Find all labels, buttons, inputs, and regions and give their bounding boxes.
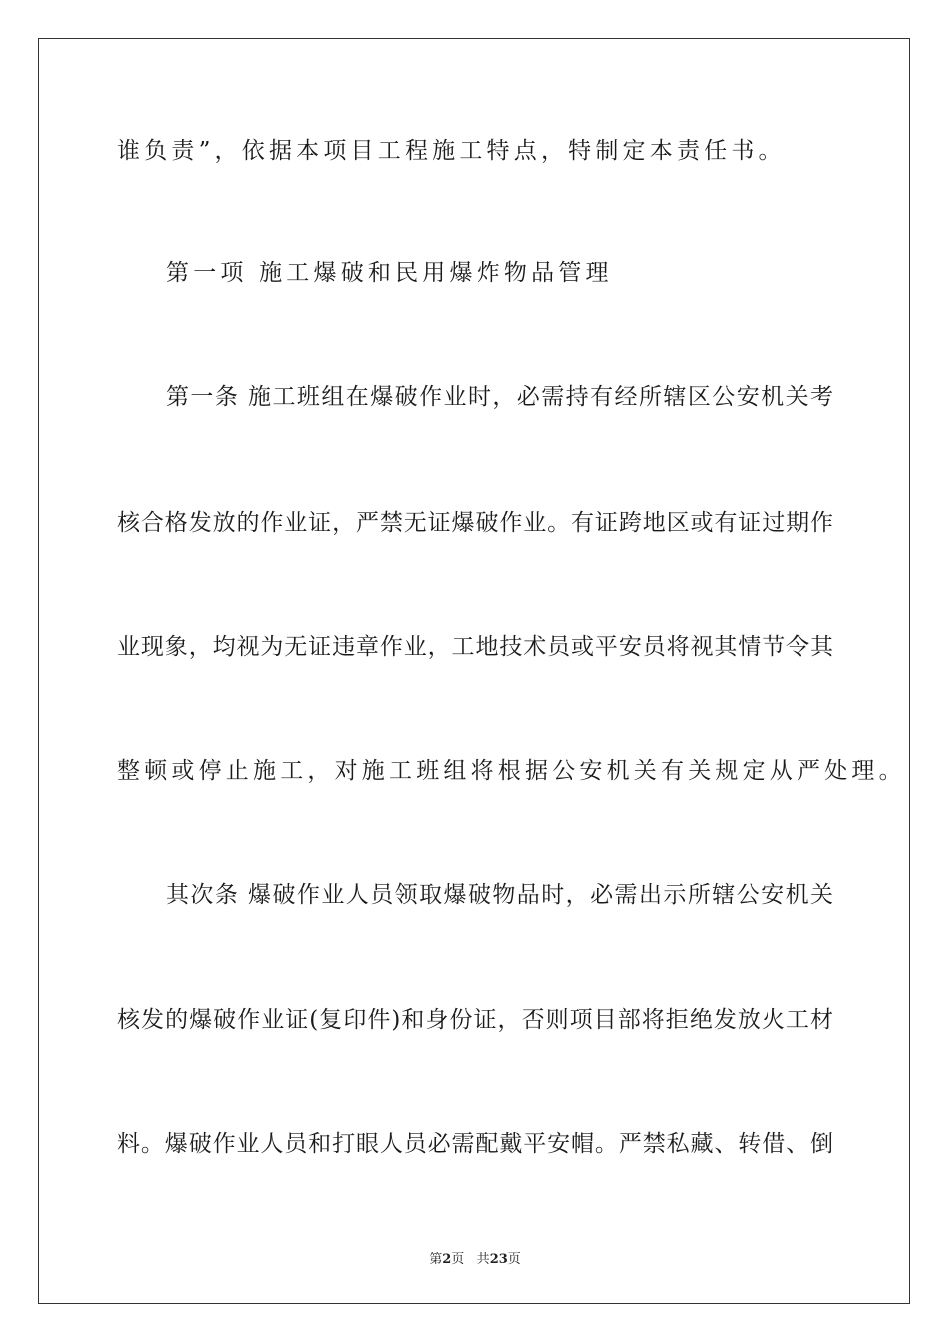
- footer-total-suffix: 页: [507, 1252, 521, 1267]
- article-1-line-1: 第一条 施工班组在爆破作业时，必需持有经所辖区公安机关考: [166, 384, 833, 410]
- page-footer: [0, 1248, 950, 1267]
- footer-page-prefix: 第: [429, 1252, 443, 1267]
- article-1-line-3: 业现象，均视为无证违章作业，工地技术员或平安员将视其情节令其: [117, 634, 833, 660]
- footer-page-suffix: 页: [451, 1252, 465, 1267]
- article-1-line-2: 核合格发放的作业证，严禁无证爆破作业。有证跨地区或有证过期作: [117, 510, 833, 536]
- footer-total-pages: 23: [489, 1252, 508, 1267]
- footer-page-number: 2: [442, 1252, 452, 1267]
- article-1-line-4: 整顿或停止施工，对施工班组将根据公安机关有关规定从严处理。: [117, 758, 906, 784]
- section-heading: 第一项 施工爆破和民用爆炸物品管理: [166, 260, 613, 286]
- footer-total-prefix: 共: [476, 1252, 490, 1267]
- paragraph-line-1: 谁负责”，依据本项目工程施工特点，特制定本责任书。: [117, 138, 786, 164]
- article-2-line-2: 核发的爆破作业证(复印件)和身份证，否则项目部将拒绝发放火工材: [117, 1007, 833, 1033]
- page-border: [38, 38, 910, 1304]
- article-2-line-3: 料。爆破作业人员和打眼人员必需配戴平安帽。严禁私藏、转借、倒: [117, 1131, 833, 1157]
- article-2-line-1: 其次条 爆破作业人员领取爆破物品时，必需出示所辖公安机关: [166, 882, 833, 908]
